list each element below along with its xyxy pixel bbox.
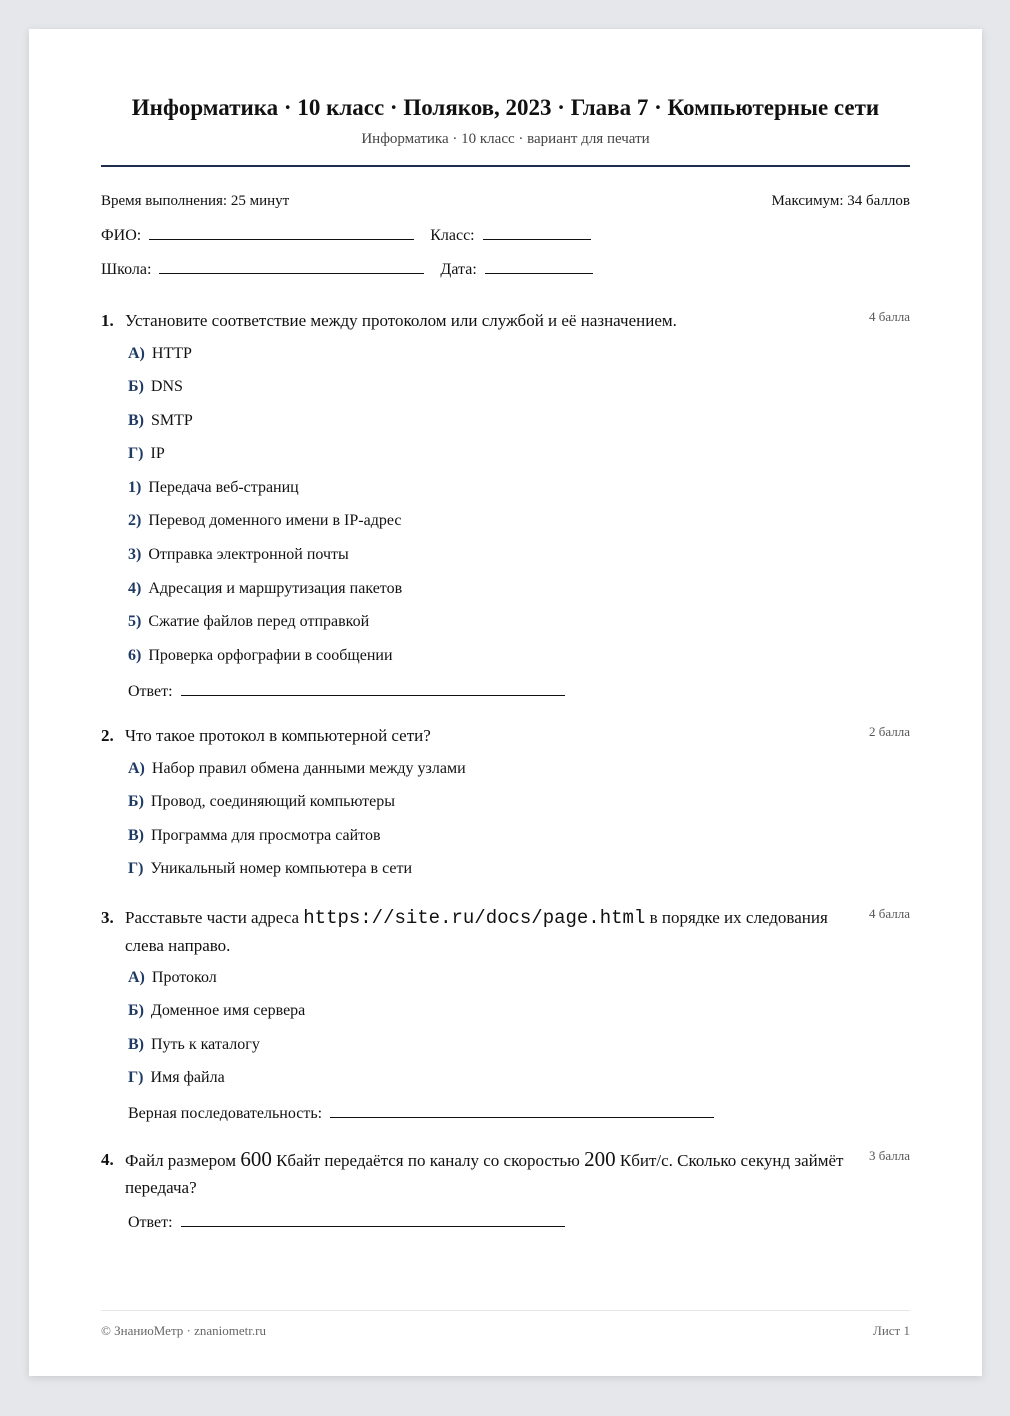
option-text: IP <box>150 445 165 462</box>
option-b[interactable] <box>128 378 183 396</box>
option-label: 2) <box>128 512 142 529</box>
option-label: А) <box>128 969 145 986</box>
url-code: https://site.ru/docs/page.html <box>303 907 646 929</box>
option-label: 3) <box>128 546 142 563</box>
option-text: HTTP <box>151 345 192 362</box>
option-label: Г) <box>128 445 144 462</box>
file-size-value: 600 <box>240 1147 272 1171</box>
option-label: А) <box>128 345 145 362</box>
option-label: Б) <box>128 1002 144 1019</box>
option-text: Провод, соединяющий компьютеры <box>150 793 396 810</box>
question-text-a: Файл размером <box>125 1151 241 1170</box>
footer-copyright: © ЗнаниоМетр · znaniometr.ru <box>101 1323 266 1338</box>
option-a[interactable] <box>128 760 466 778</box>
question-3 <box>101 904 910 1122</box>
question-number: 1. <box>101 311 114 330</box>
question-text-b: Кбайт передаётся по каналу со скоростью <box>271 1151 585 1170</box>
option-v[interactable] <box>128 827 381 845</box>
page-subtitle: Информатика · 10 класс · вариант для печати <box>361 131 650 147</box>
option-g[interactable] <box>128 1069 225 1087</box>
option-1[interactable] <box>128 479 299 497</box>
answer-label: Ответ: <box>128 683 173 700</box>
question-text-c: Кбит/с. Сколько секунд займёт передача? <box>125 1151 844 1197</box>
footer-divider <box>101 1310 910 1311</box>
question-header <box>101 722 910 749</box>
date-field[interactable] <box>485 259 593 274</box>
option-b[interactable] <box>128 793 395 811</box>
option-label: А) <box>128 760 145 777</box>
option-4[interactable] <box>128 580 402 598</box>
option-text: Протокол <box>151 969 217 986</box>
time-limit: Время выполнения: 25 минут <box>101 193 290 209</box>
question-text-end: в порядке их следования слева направо. <box>125 908 828 955</box>
option-b[interactable] <box>128 1002 305 1020</box>
question-points: 4 балла <box>869 309 910 324</box>
option-v[interactable] <box>128 1036 260 1054</box>
page-number: Лист 1 <box>873 1323 910 1338</box>
option-text: SMTP <box>151 412 193 429</box>
question-text: Установите соответствие между протоколом или службой и её назначением. <box>125 311 677 330</box>
option-label: Г) <box>128 860 144 877</box>
question-text: Что такое протокол в компьютерной сети? <box>125 726 431 745</box>
school-field[interactable] <box>159 259 424 274</box>
option-text: Сжатие файлов перед отправкой <box>148 613 370 630</box>
question-header <box>101 307 910 334</box>
answer-field[interactable] <box>181 1212 565 1227</box>
option-v[interactable] <box>128 412 193 430</box>
answer-row <box>128 1212 565 1232</box>
option-text: Перевод доменного имени в IP-адрес <box>148 512 402 529</box>
school-row <box>101 259 593 279</box>
option-label: Б) <box>128 378 144 395</box>
question-points: 2 балла <box>869 724 910 739</box>
option-g[interactable] <box>128 445 165 463</box>
option-text: Отправка электронной почты <box>148 546 349 563</box>
option-g[interactable] <box>128 860 412 878</box>
option-a[interactable] <box>128 969 217 987</box>
question-points: 4 балла <box>869 906 910 921</box>
question-header <box>101 1146 910 1201</box>
option-label: В) <box>128 412 144 429</box>
class-label: Класс: <box>430 227 475 244</box>
question-text-start: Расставьте части адреса <box>125 908 304 927</box>
date-label: Дата: <box>440 261 477 278</box>
option-5[interactable] <box>128 613 369 631</box>
option-text: Набор правил обмена данными между узлами <box>151 760 466 777</box>
question-number: 4. <box>101 1150 114 1169</box>
fio-field[interactable] <box>149 225 414 240</box>
option-3[interactable] <box>128 546 349 564</box>
option-label: 5) <box>128 613 142 630</box>
class-field[interactable] <box>483 225 591 240</box>
option-text: Программа для просмотра сайтов <box>151 827 381 844</box>
option-label: 1) <box>128 479 142 496</box>
option-text: Путь к каталогу <box>151 1036 260 1053</box>
option-a[interactable] <box>128 345 192 363</box>
fio-label: ФИО: <box>101 227 142 244</box>
page-title: Информатика · 10 класс · Поляков, 2023 · Глава 7 · Компьютерные сети <box>131 95 880 120</box>
option-label: В) <box>128 827 144 844</box>
question-points: 3 балла <box>869 1148 910 1163</box>
option-2[interactable] <box>128 512 401 530</box>
option-6[interactable] <box>128 647 393 665</box>
question-number: 3. <box>101 908 114 927</box>
option-label: 4) <box>128 580 142 597</box>
option-text: Доменное имя сервера <box>150 1002 306 1019</box>
answer-label: Верная последовательность: <box>128 1105 323 1122</box>
option-text: Уникальный номер компьютера в сети <box>150 860 413 877</box>
answer-row <box>128 681 565 701</box>
option-text: Имя файла <box>150 1069 225 1086</box>
question-1 <box>101 307 910 700</box>
option-label: 6) <box>128 647 142 664</box>
sequence-field[interactable] <box>330 1103 714 1118</box>
max-score: Максимум: 34 баллов <box>771 193 910 209</box>
option-label: В) <box>128 1036 144 1053</box>
question-number: 2. <box>101 726 114 745</box>
option-text: Передача веб-страниц <box>148 479 299 496</box>
option-label: Г) <box>128 1069 144 1086</box>
option-text: Адресация и маршрутизация пакетов <box>148 580 403 597</box>
header-divider <box>101 165 910 167</box>
school-label: Школа: <box>101 261 152 278</box>
answer-field[interactable] <box>181 681 565 696</box>
option-text: Проверка орфографии в сообщении <box>148 647 393 664</box>
answer-label: Ответ: <box>128 1214 173 1231</box>
student-row <box>101 225 591 245</box>
speed-value: 200 <box>584 1147 616 1171</box>
worksheet-page <box>29 29 982 1376</box>
question-2 <box>101 722 910 877</box>
question-header <box>101 904 910 959</box>
option-label: Б) <box>128 793 144 810</box>
option-text: DNS <box>150 378 183 395</box>
question-4 <box>101 1146 910 1231</box>
answer-row <box>128 1103 714 1123</box>
